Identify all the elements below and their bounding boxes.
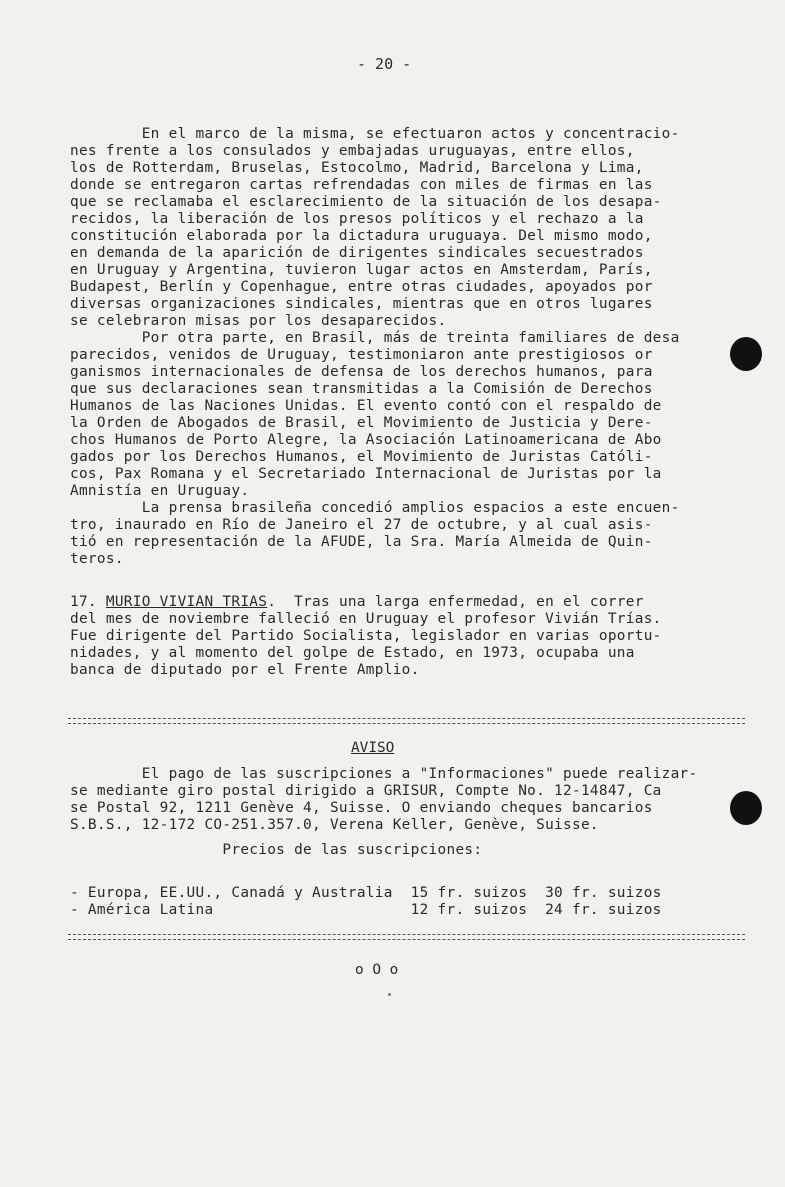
paragraph-1-line: Budapest, Berlín y Copenhague, entre otras ciudades, apoyados por (70, 279, 653, 295)
paragraph-2-line: Por otra parte, en Brasil, más de treinta familiares de desa (70, 330, 680, 346)
aviso-line: se mediante giro postal dirigido a GRISUR, Compte No. 12-14847, Ca (70, 783, 662, 799)
section-17-line: banca de diputado por el Frente Amplio. (70, 662, 420, 678)
paragraph-1-line: donde se entregaron cartas refrendadas con miles de firmas en las (70, 177, 653, 193)
section-17-line: del mes de noviembre falleció en Uruguay el profesor Vivián Trías. (70, 611, 662, 627)
prices-heading: Precios de las suscripciones: (70, 842, 483, 858)
paragraph-1-line: en Uruguay y Argentina, tuvieron lugar actos en Amsterdam, París, (70, 262, 653, 278)
paragraph-3-line: tió en representación de la AFUDE, la Sra. María Almeida de Quin- (70, 534, 653, 550)
aviso-title: AVISO (351, 740, 395, 756)
paragraph-3-line: La prensa brasileña concedió amplios espacios a este encuen- (70, 500, 680, 516)
section-17-first-line-rest: . Tras una larga enfermedad, en el correr (267, 594, 644, 610)
paragraph-1-line: En el marco de la misma, se efectuaron actos y concentracio- (70, 126, 680, 142)
paragraph-2-line: gados por los Derechos Humanos, el Movimiento de Juristas Católi- (70, 449, 653, 465)
paragraph-2-line: que sus declaraciones sean transmitidas a la Comisión de Derechos (70, 381, 653, 397)
paragraph-3-line: tro, inaurado en Río de Janeiro el 27 de octubre, y al cual asis- (70, 517, 653, 533)
punch-hole-bottom (730, 791, 762, 825)
top-divider-rule (68, 718, 745, 724)
paragraph-1-line: que se reclamaba el esclarecimiento de la situación de los desapa- (70, 194, 662, 210)
paragraph-2-line: Humanos de las Naciones Unidas. El evento contó con el respaldo de (70, 398, 662, 414)
section-17-line: Fue dirigente del Partido Socialista, legislador en varias oportu- (70, 628, 662, 644)
paragraph-1-line: se celebraron misas por los desaparecidos. (70, 313, 447, 329)
section-heading: MURIO VIVIAN TRIAS (105, 594, 268, 610)
paragraph-3-line: teros. (70, 551, 124, 567)
aviso-line: S.B.S., 12-172 CO-251.357.0, Verena Keller, Genève, Suisse. (70, 817, 599, 833)
price-row: - Europa, EE.UU., Canadá y Australia 15 fr. suizos 30 fr. suizos (70, 885, 662, 901)
paragraph-2-line: chos Humanos de Porto Alegre, la Asociación Latinoamericana de Abo (70, 432, 662, 448)
section-number: 17. (70, 594, 97, 610)
paragraph-2-line: ganismos internacionales de defensa de los derechos humanos, para (70, 364, 653, 380)
section-17-line: nidades, y al momento del golpe de Estado, en 1973, ocupaba una (70, 645, 635, 661)
paragraph-1-line: en demanda de la aparición de dirigentes sindicales secuestrados (70, 245, 644, 261)
paragraph-1-line: nes frente a los consulados y embajadas uruguayas, entre ellos, (70, 143, 635, 159)
paragraph-1-line: constitución elaborada por la dictadura uruguaya. Del mismo modo, (70, 228, 653, 244)
footer-ornament: o O o (355, 962, 399, 978)
page-number: - 20 - (357, 55, 412, 73)
paragraph-2-line: cos, Pax Romana y el Secretariado Internacional de Juristas por la (70, 466, 662, 482)
punch-hole-top (730, 337, 762, 371)
paragraph-2-line: Amnistía en Uruguay. (70, 483, 250, 499)
paragraph-2-line: la Orden de Abogados de Brasil, el Movimiento de Justicia y Dere- (70, 415, 653, 431)
aviso-line: El pago de las suscripciones a "Informaciones" puede realizar- (70, 766, 698, 782)
paragraph-1-line: recidos, la liberación de los presos políticos y el rechazo a la (70, 211, 644, 227)
section-17-first-line (70, 594, 644, 611)
paragraph-1-line: diversas organizaciones sindicales, mientras que en otros lugares (70, 296, 653, 312)
paragraph-2-line: parecidos, venidos de Uruguay, testimoniaron ante prestigiosos or (70, 347, 653, 363)
bottom-divider-rule (68, 934, 745, 940)
aviso-line: se Postal 92, 1211 Genève 4, Suisse. O enviando cheques bancarios (70, 800, 653, 816)
paragraph-1-line: los de Rotterdam, Bruselas, Estocolmo, Madrid, Barcelona y Lima, (70, 160, 644, 176)
price-row: - América Latina 12 fr. suizos 24 fr. suizos (70, 902, 662, 918)
paper-speck (388, 993, 391, 996)
